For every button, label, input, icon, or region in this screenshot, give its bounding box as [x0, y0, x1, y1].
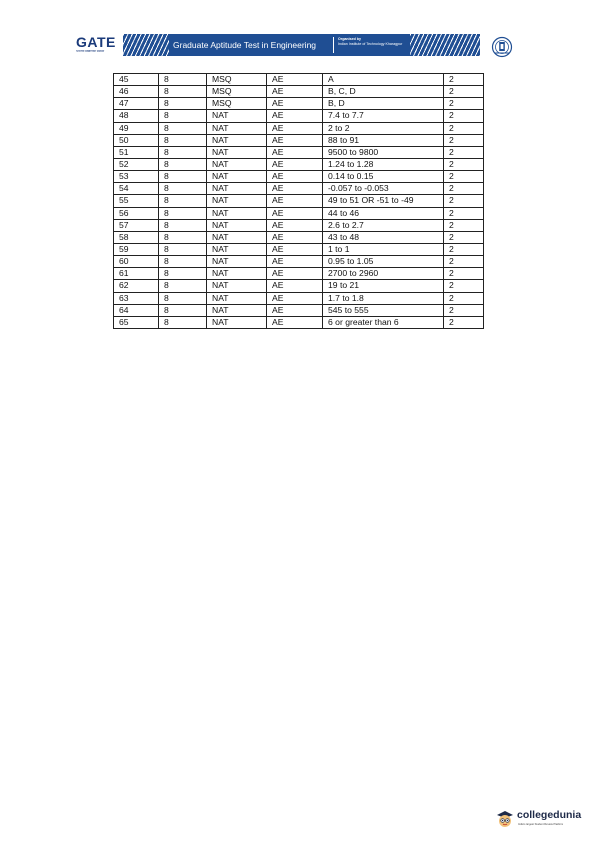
answer-key-table	[113, 73, 484, 329]
session-cell: 8	[159, 158, 207, 170]
answer-key-cell: 0.14 to 0.15	[323, 171, 444, 183]
session-cell: 8	[159, 171, 207, 183]
paper-code-cell: AE	[267, 243, 323, 255]
question-number-cell: 62	[114, 280, 159, 292]
table-row	[114, 280, 484, 292]
answer-key-cell: 0.95 to 1.05	[323, 256, 444, 268]
answer-key-cell: -0.057 to -0.053	[323, 183, 444, 195]
session-cell: 8	[159, 280, 207, 292]
question-number-cell: 64	[114, 304, 159, 316]
table-row	[114, 158, 484, 170]
marks-cell: 2	[444, 74, 484, 86]
question-type-cell: NAT	[207, 304, 267, 316]
table-row	[114, 292, 484, 304]
question-type-cell: NAT	[207, 183, 267, 195]
question-number-cell: 48	[114, 110, 159, 122]
marks-cell: 2	[444, 268, 484, 280]
paper-code-cell: AE	[267, 292, 323, 304]
marks-cell: 2	[444, 86, 484, 98]
table-row	[114, 86, 484, 98]
paper-code-cell: AE	[267, 183, 323, 195]
question-number-cell: 59	[114, 243, 159, 255]
banner-divider	[333, 37, 334, 53]
table-row	[114, 98, 484, 110]
paper-code-cell: AE	[267, 219, 323, 231]
question-type-cell: NAT	[207, 110, 267, 122]
question-number-cell: 61	[114, 268, 159, 280]
question-type-cell: NAT	[207, 158, 267, 170]
question-number-cell: 60	[114, 256, 159, 268]
brand-tagline: India's largest Student Review Platform	[518, 823, 564, 826]
question-type-cell: NAT	[207, 243, 267, 255]
table-row	[114, 74, 484, 86]
question-type-cell: NAT	[207, 195, 267, 207]
session-cell: 8	[159, 219, 207, 231]
answer-key-cell: 1.7 to 1.8	[323, 292, 444, 304]
marks-cell: 2	[444, 146, 484, 158]
paper-code-cell: AE	[267, 74, 323, 86]
answer-key-cell: 9500 to 9800	[323, 146, 444, 158]
paper-code-cell: AE	[267, 207, 323, 219]
session-cell: 8	[159, 195, 207, 207]
answer-key-cell: 2.6 to 2.7	[323, 219, 444, 231]
question-number-cell: 56	[114, 207, 159, 219]
question-type-cell: NAT	[207, 231, 267, 243]
answer-key-cell: 2 to 2	[323, 122, 444, 134]
table-row	[114, 110, 484, 122]
question-number-cell: 47	[114, 98, 159, 110]
paper-code-cell: AE	[267, 268, 323, 280]
paper-code-cell: AE	[267, 195, 323, 207]
paper-code-cell: AE	[267, 256, 323, 268]
marks-cell: 2	[444, 122, 484, 134]
session-cell: 8	[159, 98, 207, 110]
session-cell: 8	[159, 268, 207, 280]
organizer-name: Indian Institute of Technology Kharagpur	[338, 41, 403, 46]
question-number-cell: 58	[114, 231, 159, 243]
session-cell: 8	[159, 122, 207, 134]
question-number-cell: 49	[114, 122, 159, 134]
question-type-cell: MSQ	[207, 86, 267, 98]
session-cell: 8	[159, 86, 207, 98]
session-cell: 8	[159, 110, 207, 122]
organized-by-label: Organised by	[338, 37, 361, 41]
organizer-block	[338, 37, 402, 46]
question-number-cell: 52	[114, 158, 159, 170]
question-number-cell: 45	[114, 74, 159, 86]
brand-name: collegedunia	[517, 809, 582, 821]
answer-key-cell: 2700 to 2960	[323, 268, 444, 280]
session-cell: 8	[159, 146, 207, 158]
marks-cell: 2	[444, 316, 484, 328]
question-type-cell: NAT	[207, 146, 267, 158]
table-row	[114, 304, 484, 316]
gate-logo	[76, 34, 122, 60]
answer-key-body	[114, 74, 484, 329]
paper-code-cell: AE	[267, 122, 323, 134]
collegedunia-logo	[495, 807, 595, 833]
question-number-cell: 50	[114, 134, 159, 146]
table-row	[114, 219, 484, 231]
session-cell: 8	[159, 207, 207, 219]
answer-key-cell: 1 to 1	[323, 243, 444, 255]
session-cell: 8	[159, 292, 207, 304]
question-type-cell: NAT	[207, 316, 267, 328]
table-row	[114, 171, 484, 183]
gate-logo-text: GATE	[76, 34, 116, 50]
answer-key-cell: A	[323, 74, 444, 86]
question-type-cell: MSQ	[207, 74, 267, 86]
marks-cell: 2	[444, 292, 484, 304]
answer-key-cell: B, C, D	[323, 86, 444, 98]
answer-key-cell: 545 to 555	[323, 304, 444, 316]
marks-cell: 2	[444, 183, 484, 195]
question-type-cell: MSQ	[207, 98, 267, 110]
page-header	[0, 30, 595, 64]
question-type-cell: NAT	[207, 207, 267, 219]
marks-cell: 2	[444, 256, 484, 268]
paper-code-cell: AE	[267, 86, 323, 98]
table-row	[114, 231, 484, 243]
question-type-cell: NAT	[207, 219, 267, 231]
marks-cell: 2	[444, 195, 484, 207]
marks-cell: 2	[444, 243, 484, 255]
paper-code-cell: AE	[267, 146, 323, 158]
gate-logo-subtitle: भारतीय प्रौद्योगिकी संस्थान	[76, 50, 105, 53]
table-row	[114, 316, 484, 328]
marks-cell: 2	[444, 158, 484, 170]
marks-cell: 2	[444, 231, 484, 243]
question-type-cell: NAT	[207, 280, 267, 292]
question-type-cell: NAT	[207, 122, 267, 134]
question-number-cell: 54	[114, 183, 159, 195]
banner-stripes-left	[123, 34, 169, 56]
marks-cell: 2	[444, 98, 484, 110]
table-row	[114, 243, 484, 255]
paper-code-cell: AE	[267, 316, 323, 328]
session-cell: 8	[159, 243, 207, 255]
paper-code-cell: AE	[267, 110, 323, 122]
session-cell: 8	[159, 256, 207, 268]
paper-code-cell: AE	[267, 98, 323, 110]
answer-key-cell: 1.24 to 1.28	[323, 158, 444, 170]
answer-key-cell: 44 to 46	[323, 207, 444, 219]
table-row	[114, 183, 484, 195]
table-row	[114, 207, 484, 219]
table-row	[114, 134, 484, 146]
session-cell: 8	[159, 183, 207, 195]
question-number-cell: 51	[114, 146, 159, 158]
question-type-cell: NAT	[207, 134, 267, 146]
marks-cell: 2	[444, 171, 484, 183]
iit-kharagpur-emblem-icon	[491, 36, 513, 58]
marks-cell: 2	[444, 280, 484, 292]
paper-code-cell: AE	[267, 280, 323, 292]
session-cell: 8	[159, 134, 207, 146]
question-number-cell: 53	[114, 171, 159, 183]
table-row	[114, 146, 484, 158]
answer-key-cell: 19 to 21	[323, 280, 444, 292]
answer-key-cell: 88 to 91	[323, 134, 444, 146]
marks-cell: 2	[444, 219, 484, 231]
answer-key-cell: B, D	[323, 98, 444, 110]
paper-code-cell: AE	[267, 134, 323, 146]
paper-code-cell: AE	[267, 304, 323, 316]
marks-cell: 2	[444, 304, 484, 316]
marks-cell: 2	[444, 207, 484, 219]
table-row	[114, 256, 484, 268]
question-number-cell: 46	[114, 86, 159, 98]
paper-code-cell: AE	[267, 158, 323, 170]
question-type-cell: NAT	[207, 171, 267, 183]
table-row	[114, 195, 484, 207]
answer-key-cell: 49 to 51 OR -51 to -49	[323, 195, 444, 207]
paper-code-cell: AE	[267, 231, 323, 243]
answer-key-cell: 43 to 48	[323, 231, 444, 243]
answer-key-cell: 6 or greater than 6	[323, 316, 444, 328]
paper-code-cell: AE	[267, 171, 323, 183]
session-cell: 8	[159, 316, 207, 328]
question-type-cell: NAT	[207, 292, 267, 304]
session-cell: 8	[159, 231, 207, 243]
question-number-cell: 63	[114, 292, 159, 304]
table-row	[114, 122, 484, 134]
question-type-cell: NAT	[207, 256, 267, 268]
answer-key-cell: 7.4 to 7.7	[323, 110, 444, 122]
session-cell: 8	[159, 304, 207, 316]
session-cell: 8	[159, 74, 207, 86]
question-number-cell: 55	[114, 195, 159, 207]
collegedunia-mascot-icon	[495, 809, 515, 829]
question-number-cell: 57	[114, 219, 159, 231]
header-banner	[123, 34, 480, 56]
exam-title: Graduate Aptitude Test in Engineering	[173, 40, 317, 50]
marks-cell: 2	[444, 110, 484, 122]
marks-cell: 2	[444, 134, 484, 146]
question-number-cell: 65	[114, 316, 159, 328]
question-type-cell: NAT	[207, 268, 267, 280]
banner-stripes-right	[410, 34, 480, 56]
table-row	[114, 268, 484, 280]
